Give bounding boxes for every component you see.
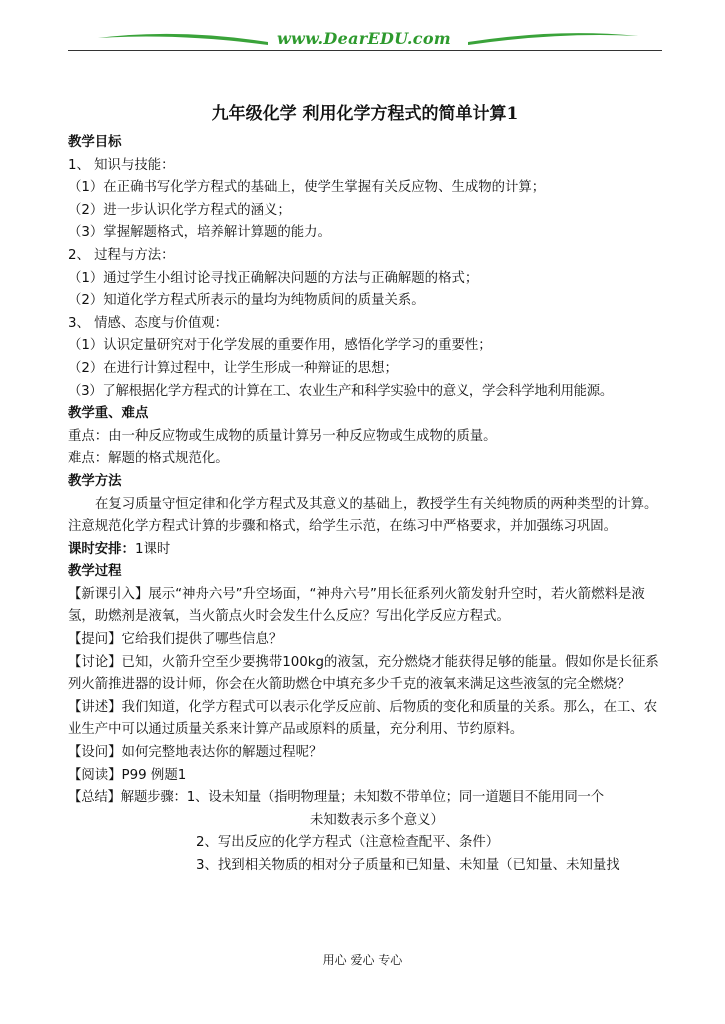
process-reading: 【阅读】P99 例题1 (68, 767, 187, 783)
method-heading: 教学方法 (68, 473, 122, 489)
goal-item: （3）了解根据化学方程式的计算在工、农业生产和科学实验中的意义，学会科学地利用能源。 (68, 383, 613, 399)
summary-step-1: 【总结】解题步骤：1、设未知量（指明物理量；未知数不带单位；同一道题目不能用同一个 (68, 790, 604, 806)
goal-item: （1）认识定量研究对于化学发展的重要作用，感悟化学学习的重要性； (68, 338, 492, 354)
schedule-label: 课时安排： (68, 541, 135, 557)
key-points-heading: 教学重、难点 (68, 406, 149, 422)
page-footer: 用心 爱心 专心 (322, 953, 403, 967)
goal-item: （1）通过学生小组讨论寻找正确解决问题的方法与正确解题的格式； (68, 270, 479, 286)
goals-section-3: 3、 情感、态度与价值观： (68, 315, 229, 331)
header-divider (68, 50, 662, 51)
process-question: 【提问】它给我们提供了哪些信息？ (68, 632, 283, 648)
process-discussion: 【讨论】已知，火箭升空至少要携带100kg的液氢，充分燃烧才能获得足够的能量。假如你是长征系列火箭推进器的设计师，你会在火箭助燃仓中填充多少千克的液氧来满足这些液氢的完全燃烧？ (68, 654, 659, 693)
summary-step-1-cont: 未知数表示多个意义） (310, 812, 444, 828)
schedule-line (68, 539, 662, 562)
process-heading: 教学过程 (68, 564, 122, 580)
key-point: 重点：由一种反应物或生成物的质量计算另一种反应物或生成物的质量。 (68, 428, 497, 444)
goal-item: （3）掌握解题格式，培养解计算题的能力。 (68, 225, 331, 241)
site-logo-text: www.DearEDU.com (276, 29, 452, 48)
process-intro: 【新课引入】展示“神舟六号”升空场面，“神舟六号”用长征系列火箭发射升空时，若火箭燃料是液氢，助燃剂是液氧，当火箭点火时会发生什么反应？写出化学反应方程式。 (68, 586, 645, 625)
process-question-2: 【设问】如何完整地表达你的解题过程呢？ (68, 745, 323, 761)
method-paragraph: 在复习质量守恒定律和化学方程式及其意义的基础上，教授学生有关纯物质的两种类型的计算。注意规范化学方程式计算的步骤和格式，给学生示范，在练习中严格要求，并加强练习巩固。 (68, 496, 658, 535)
goals-section-2: 2、 过程与方法： (68, 247, 175, 263)
summary-step-3: 3、找到相关物质的相对分子质量和已知量、未知量（已知量、未知量找 (196, 858, 620, 873)
difficult-point: 难点：解题的格式规范化。 (68, 451, 229, 467)
document-body (68, 100, 662, 878)
goals-heading: 教学目标 (68, 135, 122, 150)
goal-item: （2）进一步认识化学方程式的涵义； (68, 202, 291, 218)
goal-item: （2）知道化学方程式所表示的量均为纯物质间的质量关系。 (68, 293, 425, 309)
summary-step-2: 2、写出反应的化学方程式（注意检查配平、条件） (196, 835, 500, 851)
goals-section-1: 1、 知识与技能： (68, 157, 175, 173)
document-title: 九年级化学 利用化学方程式的简单计算1 (211, 104, 519, 124)
process-narration: 【讲述】我们知道，化学方程式可以表示化学反应前、后物质的变化和质量的关系。那么，在工、农业生产中可以通过质量关系来计算产品或原料的质量，充分利用、节约原料。 (68, 699, 658, 738)
goal-item: （1）在正确书写化学方程式的基础上，使学生掌握有关反应物、生成物的计算； (68, 180, 546, 196)
goal-item: （2）在进行计算过程中，让学生形成一种辩证的思想； (68, 360, 398, 376)
schedule-value: 1课时 (134, 541, 171, 557)
